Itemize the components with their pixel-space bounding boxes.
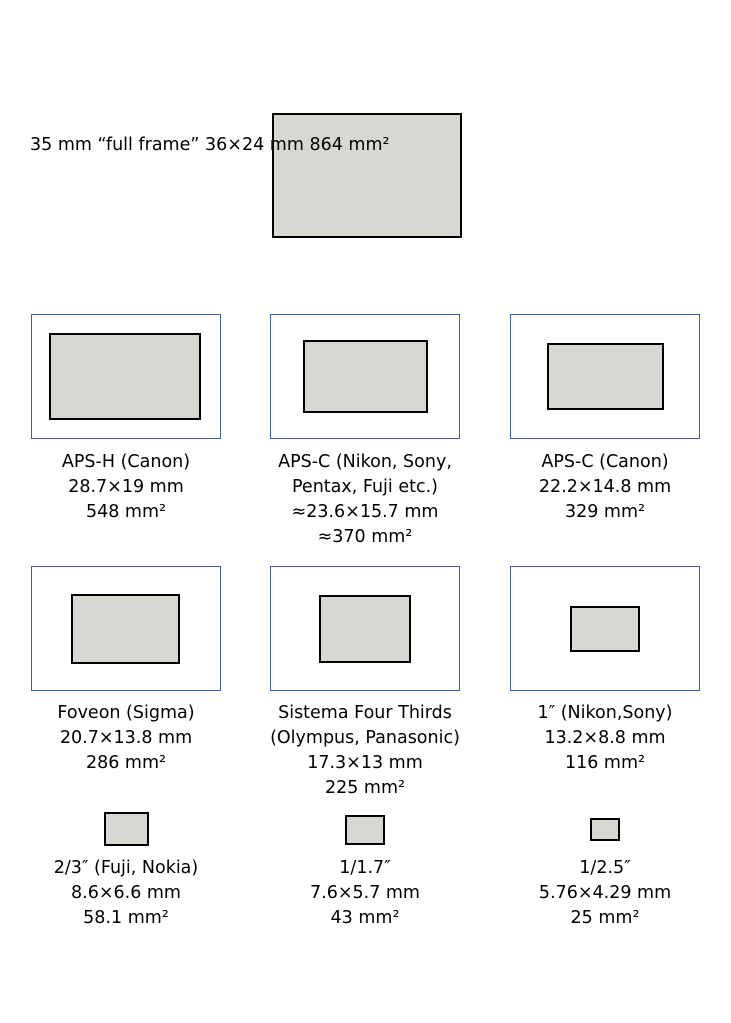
caption-one-over-2-5 [485,856,725,931]
sensor-area-four-thirds: 225 mm² [324,778,406,798]
sensor-name-two-thirds: 2/3″ (Fuji, Nokia) [53,858,199,878]
sensor-name-full-frame: 35 mm “full frame” [30,135,200,155]
caption-aps-h [6,450,246,525]
caption-full-frame [30,126,390,164]
sensor-dimensions-foveon: 20.7×13.8 mm [59,728,193,748]
caption-two-thirds [6,856,246,931]
sensor-name-one-over-2-5: 1/2.5″ [579,858,631,878]
sensor-area-aps-c-canon: 329 mm² [564,502,646,522]
sensor-name-aps-c-canon: APS-C (Canon) [541,452,669,472]
sensor-dimensions-one-over-2-5: 5.76×4.29 mm [538,883,672,903]
sensor-area-foveon: 286 mm² [85,753,167,773]
sensor-rect-aps-c-generic [303,340,428,413]
sensor-rect-aps-c-canon [547,343,664,410]
sensor-area-aps-h: 548 mm² [85,502,167,522]
sensor-rect-four-thirds [319,595,411,663]
sensor-rect-two-thirds [104,812,149,846]
sensor-area-one-over-1-7: 43 mm² [330,908,400,928]
sensor-rect-foveon [71,594,180,664]
caption-aps-c-canon [485,450,725,525]
sensor-area-aps-c-generic: ≈370 mm² [317,527,413,547]
sensor-rect-aps-h [49,333,201,420]
sensor-dimensions-aps-c-canon: 22.2×14.8 mm [538,477,672,497]
sensor-name-one-over-1-7: 1/1.7″ [339,858,391,878]
sensor-area-full-frame: 864 mm² [309,135,390,155]
sensor-area-one-inch: 116 mm² [564,753,646,773]
caption-one-inch [485,701,725,776]
sensor-dimensions-aps-h: 28.7×19 mm [68,477,184,497]
sensor-dimensions-four-thirds: 17.3×13 mm [307,753,423,773]
sensor-name-aps-c-generic-line2: Pentax, Fuji etc.) [292,477,438,497]
caption-one-over-1-7 [245,856,485,931]
caption-aps-c-generic [245,450,485,550]
sensor-area-two-thirds: 58.1 mm² [83,908,169,928]
sensor-dimensions-two-thirds: 8.6×6.6 mm [71,883,181,903]
sensor-name-aps-h: APS-H (Canon) [61,452,191,472]
sensor-name-aps-c-generic-line1: APS-C (Nikon, Sony, [278,452,452,472]
sensor-dimensions-full-frame: 36×24 mm [205,135,304,155]
sensor-dimensions-aps-c-generic: ≈23.6×15.7 mm [291,502,439,522]
sensor-name-one-inch: 1″ (Nikon,Sony) [537,703,673,723]
sensor-dimensions-one-over-1-7: 7.6×5.7 mm [310,883,420,903]
sensor-name-four-thirds-line2: (Olympus, Panasonic) [270,728,460,748]
caption-foveon [6,701,246,776]
sensor-dimensions-one-inch: 13.2×8.8 mm [544,728,666,748]
sensor-rect-one-inch [570,606,640,652]
sensor-name-four-thirds-line1: Sistema Four Thirds [278,703,452,723]
sensor-rect-one-over-2-5 [590,818,620,841]
sensor-area-one-over-2-5: 25 mm² [570,908,640,928]
sensor-rect-one-over-1-7 [345,815,385,845]
sensor-rect-full-frame [272,113,462,238]
sensor-name-foveon: Foveon (Sigma) [57,703,195,723]
caption-four-thirds [245,701,485,801]
